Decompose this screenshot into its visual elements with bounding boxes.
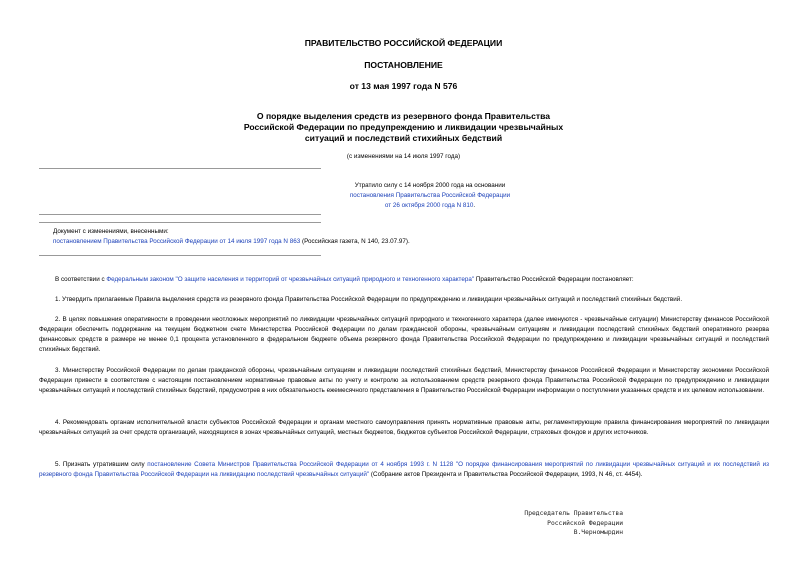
paragraph-3 <box>39 366 769 396</box>
preamble-text-end: Правительство Российской Федерации постановляет: <box>474 276 634 283</box>
signature-position: Председатель Правительства <box>524 510 623 517</box>
title-line: О порядке выделения средств из резервного фонда Правительства <box>256 111 551 121</box>
lost-force-link[interactable]: постановления Правительства Российской Федерации <box>349 192 511 199</box>
paragraph-5-tail: (Собрание актов Президента и Правительства Российской Федерации, 1993, N 46, ст. 4454). <box>369 471 643 478</box>
preamble <box>39 275 769 285</box>
title-line: ситуаций и последствий стихийных бедствий <box>304 133 503 143</box>
divider <box>39 222 321 223</box>
paragraph-3-text: 3. Министерству Российской Федерации по делам гражданской обороны, чрезвычайным ситуациям и ликвидации последствий стихийных бедствий, Министерству финансов Российской Федерации и Министерству экономики Российской Федерации привести в соответствие с настоящим постановлением нормативные правовые акты по учету и контролю за использованием средств резервного фонда Правительства Российской Федерации по предупреждению и ликвидации чрезвычайных ситуаций и последствий стихийных бедствий, предусмотрев в них обязательность ежемесячного представления в Правительство Российской Федерации информации о поступлении указанных средств и их целевом использовании. <box>39 367 769 394</box>
paragraph-2-text: 2. В целях повышения оперативности в проведении неотложных мероприятий по ликвидации чрезвычайных ситуаций природного и техногенного характера (далее именуются - чрезвычайные ситуации) Министерству финансов Российской Федерации обеспечить поддержание на текущем бюджетном счете Министерства Российской Федерации по делам гражданской обороны, чрезвычайным ситуациям и ликвидации последствий стихийных бедствий оперативного резерва финансовых средств в размере не менее 0,1 процента установленного в федеральном бюджете объема резервного фонда Правительства Российской Федерации по предупреждению и ликвидации чрезвычайных ситуаций и последствий стихийных бедствий. <box>39 316 769 353</box>
amended-link[interactable]: постановлением Правительства Российской Федерации от 14 июля 1997 года N 863 <box>53 238 301 245</box>
paragraph-1 <box>39 295 769 305</box>
amended-label: Документ с изменениями, внесенными: <box>53 228 169 235</box>
divider <box>39 255 321 256</box>
signature-country: Российской Федерации <box>547 519 623 527</box>
paragraph-4-text: 4. Рекомендовать органам исполнительной власти субъектов Российской Федерации и органам местного самоуправления принять нормативные правовые акты, регламентирующие правила финансирования мероприятий по ликвидации чрезвычайных ситуаций за счет средств организаций, находящихся в зонах чрезвычайных ситуаций, местных бюджетов, бюджетов субъектов Российской Федерации, страховых фондов и других источников. <box>39 419 769 436</box>
title-line: Российской Федерации по предупреждению и ликвидации чрезвычайных <box>243 122 564 132</box>
repealed-decree-link[interactable]: постановление Совета Министров Правительства Российской Федерации от 4 ноября 1993 г. N 1128 "О порядке финансирования мероприятий по ликвидации чрезвычайных ситуаций и их последствий из резервного фонда Правительства Российской Федерации на ликвидацию последствий чрезвычайных ситуаций" <box>39 461 769 478</box>
changes-note: (с изменениями на 14 июля 1997 года) <box>346 153 461 160</box>
lost-force-link-date[interactable]: от 26 октября 2000 года N 810 <box>384 202 474 209</box>
date-number-heading: от 13 мая 1997 года N 576 <box>349 81 458 91</box>
preamble-text: В соответствии с <box>55 276 107 283</box>
lost-force-note <box>230 181 630 211</box>
paragraph-5 <box>39 460 769 480</box>
lost-force-tail: . <box>473 202 476 209</box>
amended-tail: (Российская газета, N 140, 23.07.97). <box>300 238 410 245</box>
paragraph-4 <box>39 418 769 438</box>
document-title <box>0 111 807 144</box>
lost-force-line: Утратило силу с 14 ноября 2000 года на основании <box>354 182 506 189</box>
government-heading: ПРАВИТЕЛЬСТВО РОССИЙСКОЙ ФЕДЕРАЦИИ <box>304 38 503 48</box>
divider <box>39 214 321 215</box>
divider <box>39 168 321 169</box>
paragraph-2 <box>39 315 769 355</box>
signature-name: В.Черномырдин <box>573 529 623 536</box>
federal-law-link[interactable]: Федеральным законом "О защите населения и территорий от чрезвычайных ситуаций природного и техногенного характера" <box>106 276 475 283</box>
paragraph-1-text: 1. Утвердить прилагаемые Правила выделения средств из резервного фонда Правительства Российской Федерации по предупреждению и ликвидации чрезвычайных ситуаций и последствий стихийных бедствий. <box>55 296 683 303</box>
signature-block <box>524 509 623 538</box>
paragraph-5-text: 5. Признать утратившим силу <box>55 461 148 468</box>
amended-note <box>53 227 753 247</box>
document-type-heading: ПОСТАНОВЛЕНИЕ <box>364 60 443 70</box>
